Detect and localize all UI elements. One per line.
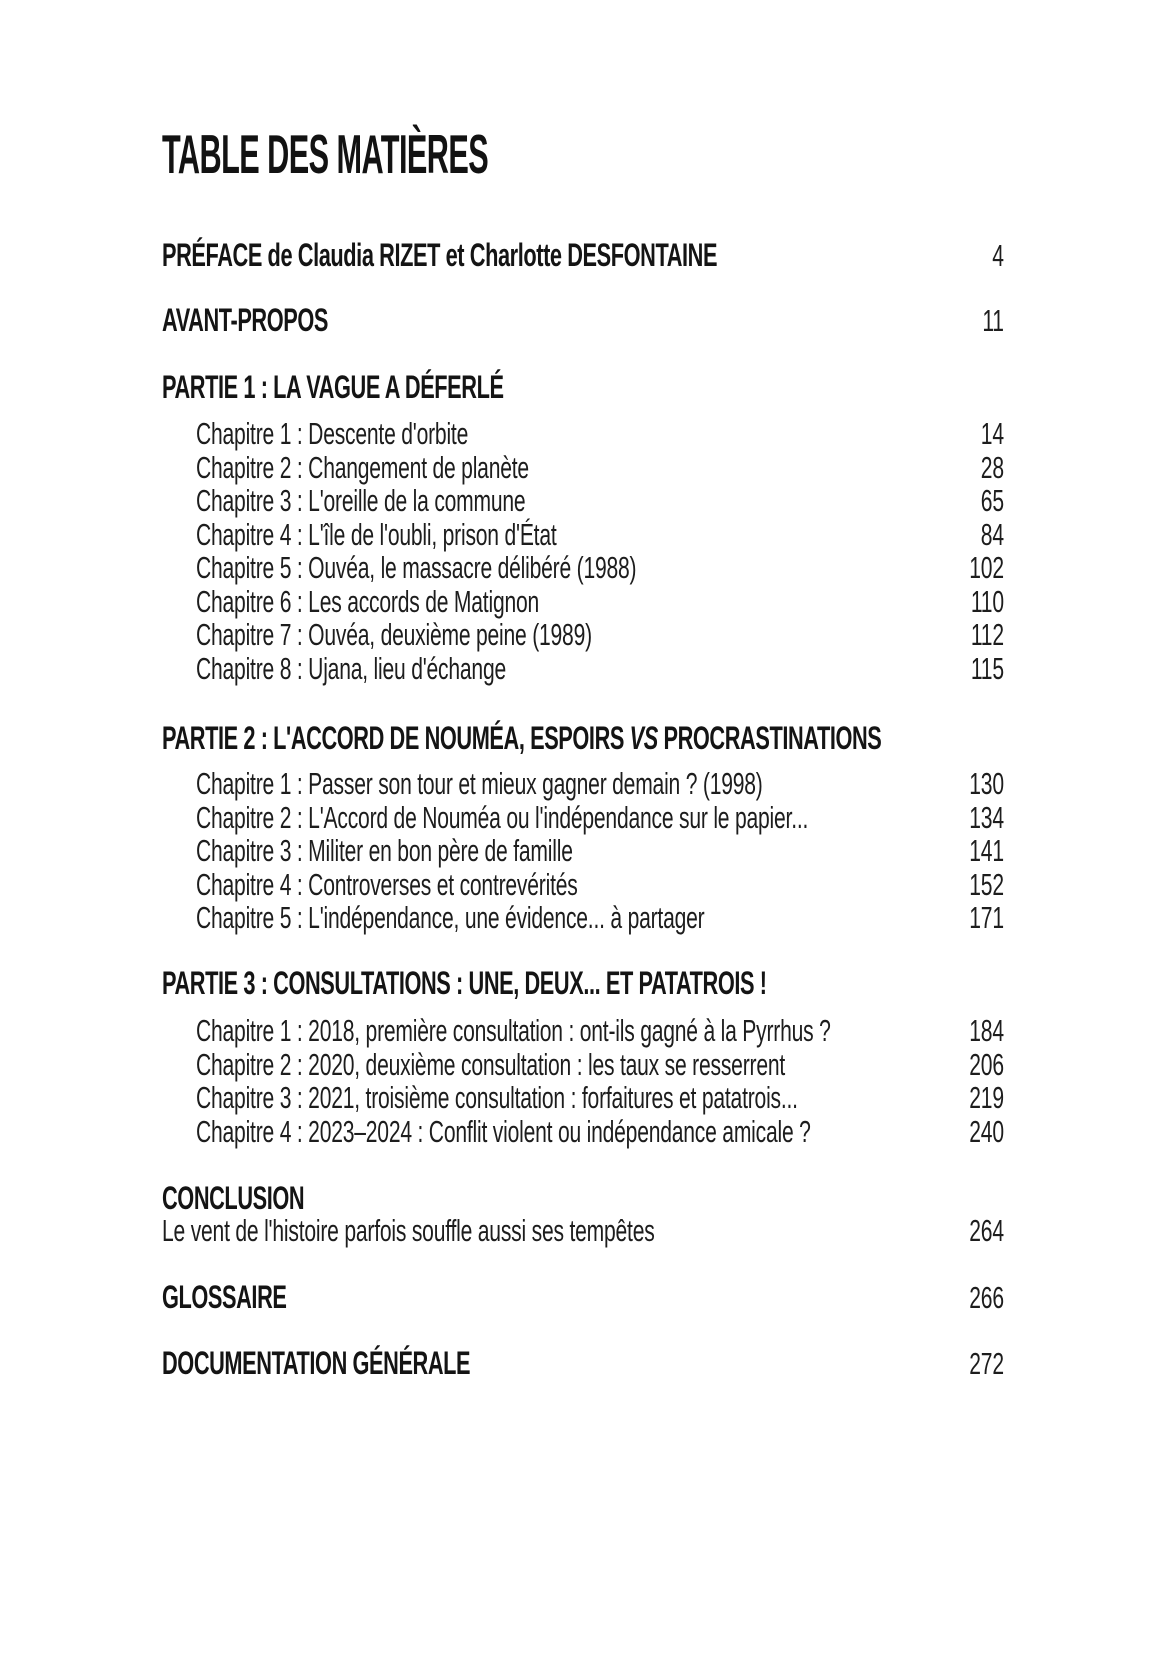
page-number: 272 [969,1346,1004,1381]
part-1-chapter-list [162,417,1004,685]
toc-entry [162,801,1004,835]
toc-entry-label: Chapitre 4 : Controverses et contrevérités [196,866,578,902]
part-1-heading [162,369,1004,406]
toc-entry-label: AVANT-PROPOS [162,302,328,338]
toc-entry-label: Chapitre 1 : Descente d'orbite [196,416,469,451]
page-number: 206 [969,1046,1004,1082]
toc-entry-label: Chapitre 3 : 2021, troisième consultation : forfaitures et patatrois... [196,1080,798,1115]
toc-entry [162,585,1004,619]
part-heading-italic: VS [629,720,658,756]
toc-entry [162,1081,1004,1115]
toc-entry-avant-propos [162,302,1004,339]
toc-entry-label: Chapitre 2 : L'Accord de Nouméa ou l'indépendance sur le papier... [196,799,809,835]
page-number: 141 [969,833,1004,868]
page-number: 134 [969,799,1004,835]
toc-entry-label: Chapitre 2 : 2020, deuxième consultation : les taux se resserrent [196,1046,786,1082]
part-heading-text: PARTIE 1 : LA VAGUE A DÉFERLÉ [162,369,504,405]
conclusion-subtitle: Le vent de l'histoire parfois souffle aussi ses tempêtes [162,1212,655,1248]
toc-entry-label: Chapitre 4 : 2023–2024 : Conflit violent ou indépendance amicale ? [196,1113,811,1149]
page-number: 130 [969,766,1004,801]
page-number: 84 [980,516,1004,552]
conclusion-heading: CONCLUSION [162,1180,305,1216]
toc-entry [162,868,1004,902]
toc-entry-conclusion [162,1182,1004,1247]
part-3-heading [162,965,1004,1002]
toc-entry [162,451,1004,485]
page-number: 171 [969,900,1004,935]
toc-entry-label: Chapitre 1 : 2018, première consultation : ont-ils gagné à la Pyrrhus ? [196,1013,831,1048]
toc-entry-label: Chapitre 7 : Ouvéa, deuxième peine (1989) [196,617,592,652]
toc-entry-label: Chapitre 5 : L'indépendance, une évidence... à partager [196,900,705,935]
toc-entry-label: Chapitre 2 : Changement de planète [196,449,529,485]
toc-entry-label: Chapitre 6 : Les accords de Matignon [196,583,540,619]
toc-entry [162,1115,1004,1149]
toc-entry-preface [162,237,1004,274]
toc-entry-label: PRÉFACE de Claudia RIZET et Charlotte DESFONTAINE [162,237,718,273]
page-number: 14 [980,416,1004,451]
page-number: 4 [992,238,1004,273]
toc-entry [162,834,1004,868]
part-heading-text: PARTIE 2 : L'ACCORD DE NOUMÉA, ESPOIRS [162,720,630,756]
toc-entry-label: Chapitre 5 : Ouvéa, le massacre délibéré (1988) [196,550,637,585]
page-number: 65 [980,483,1004,518]
toc-entry [162,551,1004,585]
page-number: 219 [969,1080,1004,1115]
page-title-text: TABLE DES MATIÈRES [162,123,489,185]
toc-entry [162,484,1004,518]
toc-entry [162,901,1004,935]
toc-entry-label: Chapitre 4 : L'île de l'oubli, prison d'État [196,516,557,552]
toc-entry [162,652,1004,686]
toc-entry-label: Chapitre 3 : Militer en bon père de famille [196,833,573,868]
page-number: 28 [980,449,1004,485]
page-number: 264 [969,1212,1004,1248]
page-number: 115 [970,650,1004,686]
toc-entry-label: Chapitre 3 : L'oreille de la commune [196,483,526,518]
toc-entry [162,767,1004,801]
toc-entry-label: GLOSSAIRE [162,1279,287,1315]
part-2-heading [162,720,1004,757]
toc-entry [162,417,1004,451]
toc-entry-glossary [162,1279,1004,1316]
part-2-chapter-list [162,767,1004,935]
page-title [162,122,1004,186]
toc-entry [162,518,1004,552]
part-heading-text: PARTIE 3 : CONSULTATIONS : UNE, DEUX... ET PATATROIS ! [162,965,767,1001]
toc-entry-label: Chapitre 8 : Ujana, lieu d'échange [196,650,506,686]
page-number: 240 [969,1113,1004,1149]
page-number: 112 [970,617,1004,652]
page-number: 152 [969,866,1004,902]
page-number: 110 [970,583,1004,619]
toc-entry [162,1048,1004,1082]
toc-entry-label: DOCUMENTATION GÉNÉRALE [162,1345,471,1381]
toc-entry [162,618,1004,652]
toc-entry-documentation [162,1345,1004,1382]
part-heading-text: PROCRASTINATIONS [657,720,882,756]
page-number: 11 [982,303,1004,338]
page-number: 102 [969,550,1004,585]
page-number: 184 [969,1013,1004,1048]
toc-entry [162,1212,1004,1248]
toc-entry [162,1014,1004,1048]
toc-entry-label: Chapitre 1 : Passer son tour et mieux gagner demain ? (1998) [196,766,763,801]
part-3-chapter-list [162,1014,1004,1148]
page-number: 266 [969,1280,1004,1315]
